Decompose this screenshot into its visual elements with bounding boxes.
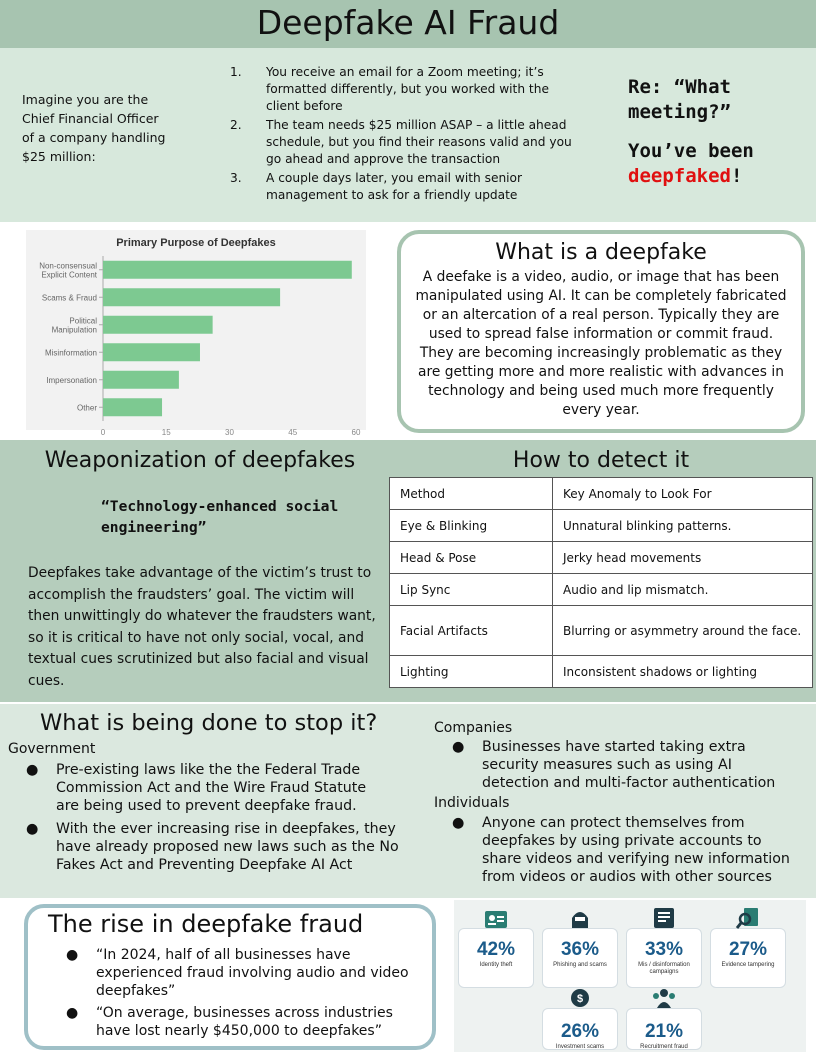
stat-label: Evidence tampering — [721, 962, 775, 968]
table-cell: Head & Pose — [390, 542, 553, 574]
what-is-title: What is a deepfake — [495, 240, 707, 265]
stop-title: What is being done to stop it? — [40, 710, 378, 736]
stat-percent: 33% — [644, 939, 684, 960]
bullet-icon: ● — [452, 739, 465, 755]
list-item-text: Businesses have started taking extra security measures such as using AI detection and multi-factor authentication — [482, 739, 776, 791]
weaponization-title: Weaponization of deepfakes — [44, 448, 356, 473]
table-cell: Audio and lip mismatch. — [553, 574, 813, 606]
x-tick-label: 0 — [100, 428, 106, 437]
list-item — [26, 820, 406, 874]
list-item — [452, 738, 802, 792]
stat-percent: 21% — [644, 1021, 684, 1042]
svg-text:$: $ — [576, 993, 584, 1005]
table-cell: Inconsistent shadows or lighting — [553, 656, 813, 688]
weaponization-quote: “Technology-enhanced social engineering” — [101, 498, 339, 536]
category-label: Explicit Content — [41, 270, 97, 280]
table-header-cell: Key Anomaly to Look For — [553, 478, 813, 510]
table-row — [390, 542, 813, 574]
table-row — [390, 606, 813, 656]
list-item-text: Anyone can protect themselves from deepfakes by using private accounts to share videos and verifying new information from videos or audios with other sources — [482, 815, 790, 885]
reply-verdict — [628, 139, 798, 189]
list-item-text: “In 2024, half of all businesses have experienced fraud involving audio and video deepfakes” — [96, 947, 409, 999]
dollar-coin-icon — [566, 986, 594, 1010]
weaponization-body: Deepfakes take advantage of the victim’s trust to accomplish the fraudsters’ goal. The victim will then unwittingly do whatever the fraudsters want, so it is critical to have not only social, vocal, and textual cues scrutinized but also facial and visual cues. — [28, 565, 376, 689]
step-number: 1. — [230, 65, 242, 79]
list-item-text: Pre-existing laws like the the Federal Trade Commission Act and the Wire Fraud Statute are being used to prevent deepfake fraud. — [56, 762, 367, 814]
government-label: Government — [8, 741, 96, 757]
rise-title: The rise in deepfake fraud — [48, 910, 364, 938]
bar — [103, 316, 213, 334]
bar — [103, 398, 162, 416]
stat-percent: 27% — [728, 939, 768, 960]
what-is-deepfake-box — [397, 230, 805, 433]
stat-label: Identity theft — [479, 962, 513, 968]
list-item-text: With the ever increasing rise in deepfakes, they have already proposed new laws such as the No Fakes Act and Preventing Deepfake AI Act — [56, 821, 399, 873]
fraud-stats-panel — [454, 900, 806, 1052]
chart-title: Primary Purpose of Deepfakes — [116, 237, 276, 249]
scenario-intro: Imagine you are the Chief Financial Officer of a company handling $25 million: — [22, 92, 166, 164]
detect-title: How to detect it — [512, 448, 690, 473]
x-tick-label: 60 — [351, 428, 361, 437]
table-cell: Unnatural blinking patterns. — [553, 510, 813, 542]
step-number: 3. — [230, 171, 242, 185]
bullet-icon: ● — [66, 1005, 79, 1021]
list-item — [66, 1004, 426, 1040]
x-tick-label: 30 — [225, 428, 234, 437]
table-row — [390, 510, 813, 542]
bullet-icon: ● — [26, 762, 39, 778]
header-banner — [0, 0, 816, 48]
step-item — [230, 170, 575, 204]
group-icon — [650, 986, 678, 1010]
table-cell: Lip Sync — [390, 574, 553, 606]
stat-card — [458, 928, 534, 988]
bullet-icon: ● — [26, 821, 39, 837]
individuals-label: Individuals — [434, 795, 510, 811]
category-label: Other — [76, 403, 97, 413]
page-title: Deepfake AI Fraud — [256, 3, 560, 42]
bullet-icon: ● — [452, 815, 465, 831]
bar — [103, 288, 280, 306]
list-item-text: “On average, businesses across industries have lost nearly $450,000 to deepfakes” — [96, 1005, 393, 1039]
stat-label: Recruitment fraud — [640, 1044, 688, 1050]
verdict-prefix: You’ve been — [628, 140, 754, 162]
verdict-highlight: deepfaked — [628, 165, 731, 187]
document-icon — [650, 906, 678, 930]
magnifier-doc-icon — [734, 906, 762, 930]
step-item — [230, 117, 575, 168]
bar — [103, 343, 200, 361]
bar — [103, 371, 179, 389]
step-text: You receive an email for a Zoom meeting; it’s formatted differently, but you worked with the client before — [266, 65, 549, 113]
stat-label: Phishing and scams — [553, 962, 607, 968]
x-tick-label: 15 — [161, 428, 171, 437]
category-label: Political — [69, 316, 97, 326]
stat-card — [710, 928, 786, 988]
category-label: Scams & Fraud — [41, 293, 97, 303]
table-cell: Facial Artifacts — [390, 606, 553, 656]
table-cell: Jerky head movements — [553, 542, 813, 574]
stat-label: Mis / disinformation campaigns — [638, 962, 690, 975]
verdict-suffix: ! — [730, 165, 743, 187]
table-row — [390, 656, 813, 688]
list-item — [26, 761, 386, 815]
stat-card — [626, 928, 702, 988]
stat-card — [542, 928, 618, 988]
bullet-icon: ● — [66, 947, 79, 963]
list-item — [66, 946, 426, 1000]
table-cell: Blurring or asymmetry around the face. — [553, 606, 813, 656]
category-label: Impersonation — [46, 375, 97, 385]
category-label: Misinformation — [44, 348, 97, 358]
purpose-bar-chart — [26, 230, 366, 437]
category-label: Manipulation — [51, 325, 97, 335]
step-text: The team needs $25 million ASAP – a little ahead schedule, but you find their reasons valid and you go ahead and approve the transaction — [266, 118, 572, 166]
stat-card — [542, 1008, 618, 1050]
companies-label: Companies — [434, 720, 513, 736]
stat-card — [626, 1008, 702, 1050]
list-item — [452, 814, 802, 886]
reply-callout — [628, 75, 798, 189]
table-cell: Lighting — [390, 656, 553, 688]
reply-subject: Re: “What meeting?” — [628, 76, 731, 123]
stat-percent: 36% — [560, 939, 600, 960]
what-is-body: A deefake is a video, audio, or image that has been manipulated using AI. It can be completely fabricated or an altercation of a real person. Typically they are used to spread false information or commit fraud. They are becoming increasingly problematic as they are getting more and more realistic with advances in technology and being used much more frequently every year. — [415, 269, 787, 418]
table-header-row — [390, 478, 813, 510]
table-row — [390, 574, 813, 606]
id-card-icon — [482, 908, 510, 932]
rise-box — [24, 904, 436, 1050]
x-tick-label: 45 — [288, 428, 298, 437]
category-label: Non-consensual — [39, 261, 97, 271]
step-item — [230, 64, 575, 115]
stat-percent: 42% — [476, 939, 516, 960]
table-cell: Eye & Blinking — [390, 510, 553, 542]
detect-table — [389, 477, 813, 688]
hacker-icon — [566, 906, 594, 930]
stat-label: Investment scams — [555, 1044, 605, 1050]
step-text: A couple days later, you email with senior management to ask for a friendly update — [266, 171, 523, 202]
stat-percent: 26% — [560, 1021, 600, 1042]
step-number: 2. — [230, 118, 242, 132]
table-header-cell: Method — [390, 478, 553, 510]
scenario-steps — [230, 64, 575, 206]
bar — [103, 261, 352, 279]
